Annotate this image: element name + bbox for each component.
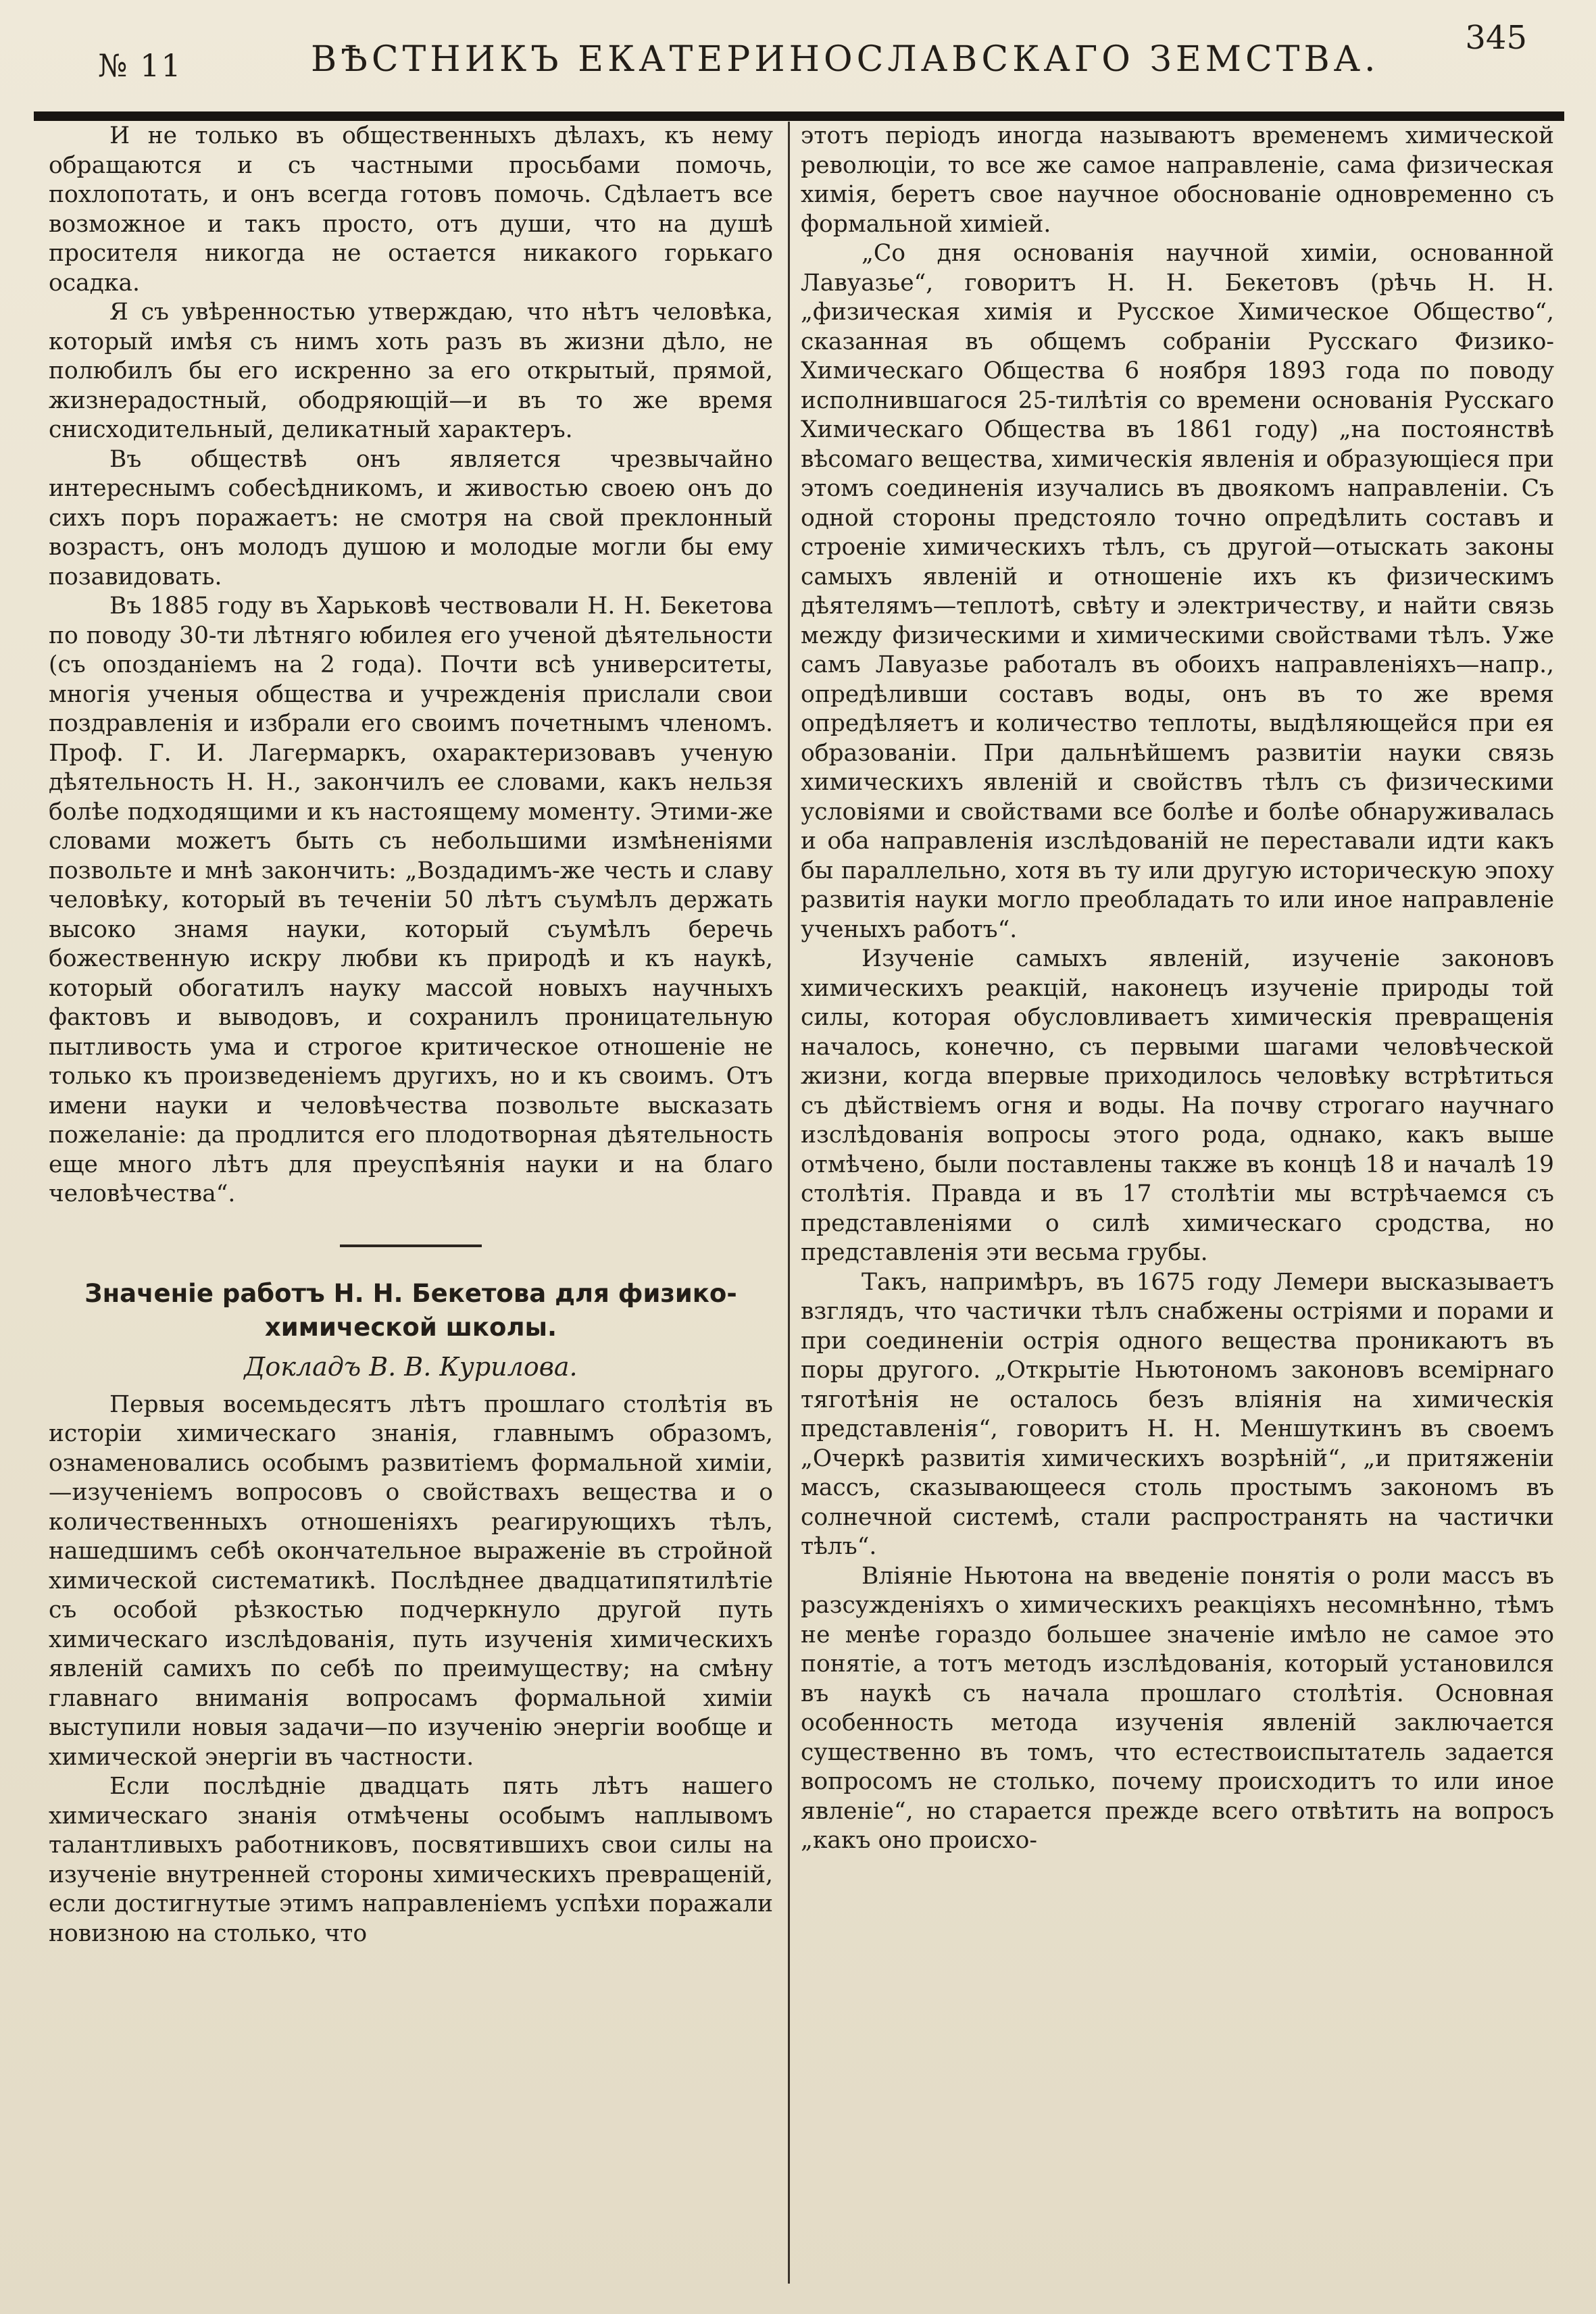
- journal-title: ВѢСТНИКЪ ЕКАТЕРИНОСЛАВСКАГО ЗЕМСТВА.: [311, 39, 1380, 80]
- right-column: [801, 122, 1554, 2297]
- column-divider: [788, 122, 790, 2284]
- paragraph: этотъ періодъ иногда называютъ временемъ химической революціи, то все же самое направленіе, сама физическая химія, беретъ свое научное обоснованіе одновременно съ формальной химіей.: [801, 122, 1554, 238]
- paragraph: Въ обществѣ онъ является чрезвычайно интереснымъ собесѣдникомъ, и живостью своею онъ до сихъ поръ поражаетъ: не смотря на свой преклонный возрастъ, онъ молодъ душою и молодые могли бы ему позавидовать.: [49, 445, 773, 590]
- paragraph: Вліяніе Ньютона на введеніе понятія о роли массъ въ разсужденіяхъ о химическихъ реакціяхъ несомнѣнно, тѣмъ не менѣе гораздо большее значеніе имѣло не самое это понятіе, а тотъ методъ изслѣдованія, который установился въ наукѣ съ начала прошлаго столѣтія. Основная особенность метода изученія явленій заключается существенно въ томъ, что естествоиспытатель задается вопросомъ не столько, почему происходитъ то или иное явленіе“, но старается прежде всего отвѣтить на вопросъ „какъ оно происхо-: [801, 1562, 1554, 1854]
- paragraph: Первыя восемьдесятъ лѣтъ прошлаго столѣтія въ исторіи химическаго знанія, главнымъ образомъ, ознаменовались особымъ развитіемъ формальной химіи,—изученіемъ вопросовъ о свойствахъ вещества и о количественныхъ отношеніяхъ реагирующихъ тѣлъ, нашедшимъ себѣ окончательное выраженіе въ стройной химической систематикѣ. Послѣднее двадцатипятилѣтіе съ особой рѣзкостью подчеркнуло другой путь химическаго изслѣдованія, путь изученія химическихъ явленій самихъ по себѣ по преимуществу; на смѣну главнаго вниманія вопросамъ формальной химіи выступили новыя задачи—по изученію энергіи вообще и химической энергіи въ частности.: [49, 1390, 773, 1771]
- article-title: Значеніе работъ Н. Н. Бекетова для физико-химической школы.: [84, 1278, 737, 1342]
- paragraph: И не только въ общественныхъ дѣлахъ, къ нему обращаются и съ частными просьбами помочь, похлопотать, и онъ всегда готовъ помочь. Сдѣлаетъ все возможное и такъ просто, отъ души, что на душѣ просителя никогда не остается никакого горькаго осадка.: [49, 122, 773, 297]
- paragraph: Въ 1885 году въ Харьковѣ чествовали Н. Н. Бекетова по поводу 30-ти лѣтняго юбилея его ученой дѣятельности (съ опозданіемъ на 2 года). Почти всѣ университеты, многія ученыя общества и учрежденія прислали свои поздравленія и избрали его своимъ почетнымъ членомъ. Проф. Г. И. Лагермаркъ, охарактеризовавъ ученую дѣятельность Н. Н., закончилъ ее словами, какъ нельзя болѣе подходящими и къ настоящему моменту. Этими-же словами можетъ быть съ небольшими измѣненіями позвольте и мнѣ закончить: „Воздадимъ-же честь и славу человѣку, который въ теченіи 50 лѣтъ съумѣлъ держать высоко знамя науки, который съумѣлъ беречь божественную искру любви къ природѣ и къ наукѣ, который обогатилъ науку массой новыхъ научныхъ фактовъ и выводовъ, и сохранилъ проницательную пытливость ума и строгое критическое отношеніе не только къ произведеніемъ другихъ, но и къ своимъ. Отъ имени науки и человѣчества позвольте высказать пожеланіе: да продлится его плодотворная дѣятельность еще много лѣтъ для преуспѣянія науки и на благо человѣчества“.: [49, 593, 773, 1207]
- paragraph: „Со дня основанія научной химіи, основанной Лавуазье“, говоритъ Н. Н. Бекетовъ (рѣчь Н. Н. „физическая химія и Русское Химическое Общество“, сказанная въ общемъ собраніи Русскаго Физико-Химическаго Общества 6 ноября 1893 года по поводу исполнившагося 25-тилѣтія со времени основанія Русскаго Химическаго Общества въ 1861 году) „на постоянствѣ вѣсомаго вещества, химическія явленія и образующіеся при этомъ соединенія изучались въ двоякомъ направленіи. Съ одной стороны предстояло точно опредѣлить составъ и строеніе химическихъ тѣлъ, съ другой—отыскать законы самыхъ явленій и отношеніе ихъ къ физическимъ дѣятелямъ—теплотѣ, свѣту и электричеству, и найти связь между физическими и химическими свойствами тѣлъ. Уже самъ Лавуазье работалъ въ обоихъ направленіяхъ—напр., опредѣливши составъ воды, онъ въ то же время опредѣляетъ и количество теплоты, выдѣляющейся при ея образованіи. При дальнѣйшемъ развитіи науки связь химическихъ явленій и свойствъ тѣлъ съ физическими условіями и свойствами все болѣе и болѣе обнаруживалась и оба направленія изслѣдованій не переставали идти какъ бы параллельно, хотя въ ту или другую историческую эпоху развитія науки могло преобладать то или иное направленіе ученыхъ работъ“.: [801, 240, 1554, 943]
- page-number: 345: [1465, 19, 1527, 57]
- paragraph: Изученіе самыхъ явленій, изученіе законовъ химическихъ реакцій, наконецъ изученіе природы той силы, которая обусловливаетъ химическія превращенія началось, конечно, съ первыми шагами человѣческой жизни, когда впервые приходилось человѣку встрѣтиться съ дѣйствіемъ огня и воды. На почву строгаго научнаго изслѣдованія вопросы этого рода, однако, какъ выше отмѣчено, были поставлены также въ концѣ 18 и началѣ 19 столѣтія. Правда и въ 17 столѣтіи мы встрѣчаемся съ представленіями о силѣ химическаго сродства, но представленія эти весьма грубы.: [801, 945, 1554, 1266]
- paragraph: Такъ, напримѣръ, въ 1675 году Лемери высказываетъ взглядъ, что частички тѣлъ снабжены остріями и порами и при соединеніи острія одного вещества проникаютъ въ поры другого. „Открытіе Ньютономъ законовъ всемірнаго тяготѣнія не осталось безъ вліянія на химическія представленія“, говоритъ Н. Н. Меншуткинъ въ своемъ „Очеркѣ развитія химическихъ возрѣній“, „и притяженіи массъ, сказывающееся столь простымъ закономъ въ солнечной системѣ, стали распространять на частички тѣлъ“.: [801, 1268, 1554, 1560]
- article-author: Докладъ В. В. Курилова.: [244, 1351, 578, 1382]
- issue-number: № 11: [98, 47, 182, 84]
- section-separator: [340, 1244, 482, 1247]
- header-rule: [34, 111, 1564, 121]
- paragraph: Я съ увѣренностью утверждаю, что нѣтъ человѣка, который имѣя съ нимъ хоть разъ въ жизни дѣло, не полюбилъ бы его искренно за его открытый, прямой, жизнерадостный, ободряющій—и въ то же время снисходительный, деликатный характеръ.: [49, 299, 773, 443]
- paragraph: Если послѣдніе двадцать пять лѣтъ нашего химическаго знанія отмѣчены особымъ наплывомъ талантливыхъ работниковъ, посвятившихъ свои силы на изученіе внутренней стороны химическихъ превращеній, если достигнутые этимъ направленіемъ успѣхи поражали новизною на столько, что: [49, 1773, 773, 1947]
- page-header: [88, 15, 1541, 84]
- left-column: [49, 122, 773, 2297]
